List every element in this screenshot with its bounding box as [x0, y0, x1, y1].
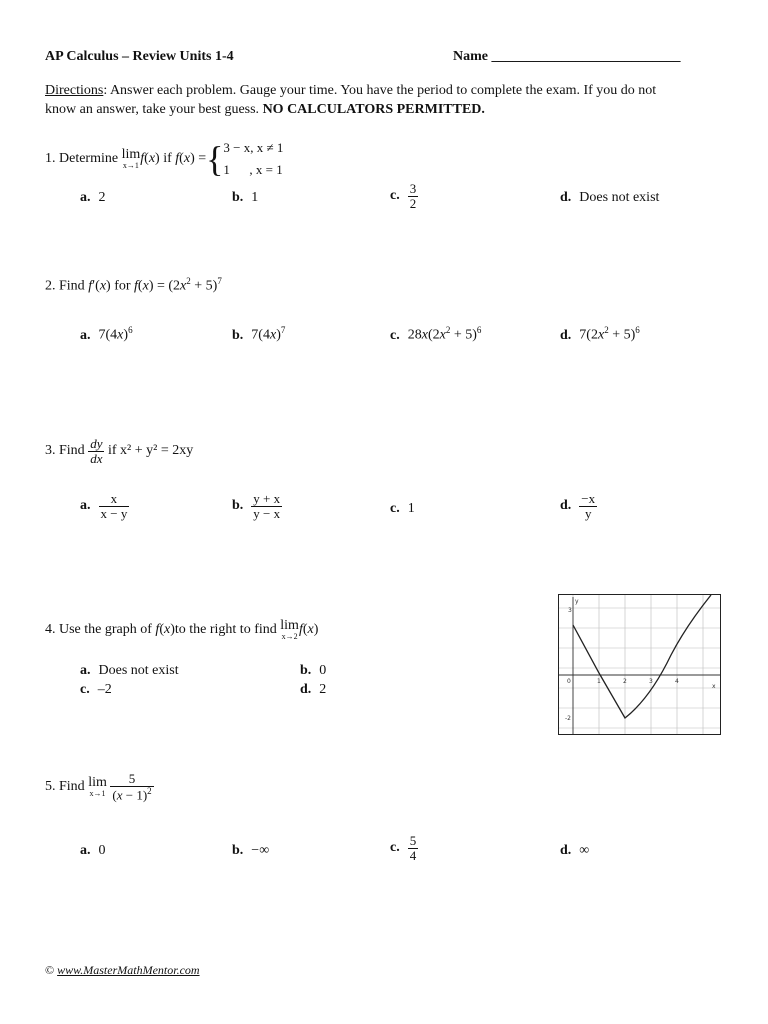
- question-3: [45, 437, 193, 465]
- svg-text:-2: -2: [565, 715, 571, 722]
- q5-fraction: $\frac{5}{(x - 1)^2}$: [112, 771, 152, 802]
- graph-canvas: [559, 595, 720, 734]
- q2-option-a[interactable]: a. $7(4x)^6$: [80, 325, 133, 343]
- q2-option-d[interactable]: d. $7(2x^2 + 5)^6$: [560, 325, 640, 343]
- exam-title: AP Calculus – Review Units 1-4: [45, 49, 234, 64]
- q3-prefix: 3. Find: [45, 443, 85, 459]
- q4-option-d[interactable]: d. 2: [300, 682, 327, 697]
- q1-option-d[interactable]: d. Does not exist: [560, 190, 660, 205]
- directions-label: Directions: [45, 83, 104, 98]
- directions-line-1: [45, 83, 656, 99]
- q5-limit: lim x→1: [88, 774, 107, 798]
- q4-mid: to the right to find: [174, 621, 277, 637]
- q4-option-a[interactable]: a. Does not exist: [80, 663, 179, 678]
- q2-option-b[interactable]: b. $7(4x)^7$: [232, 325, 286, 343]
- q5-prefix: 5. Find: [45, 778, 85, 794]
- q5-option-b[interactable]: b. −∞: [232, 843, 270, 858]
- svg-text:x: x: [712, 683, 716, 690]
- footer-credit: [45, 963, 200, 978]
- q3-option-b[interactable]: b. $\frac{y + x}{y - x}$: [232, 491, 281, 521]
- website-link[interactable]: www.MasterMathMentor.com: [57, 963, 200, 977]
- q3-derivative: $\frac{dy}{dx}$: [90, 436, 103, 466]
- q5-option-a[interactable]: a. 0: [80, 843, 106, 858]
- question-5: [45, 772, 154, 802]
- q2-for: for: [114, 278, 131, 294]
- svg-text:4: 4: [675, 678, 679, 685]
- copyright-symbol: ©: [45, 963, 55, 977]
- no-calculators-notice: NO CALCULATORS PERMITTED.: [262, 102, 485, 117]
- q4-option-c[interactable]: c. –2: [80, 682, 112, 697]
- q1-piecewise: 3 − x, x ≠ 1 1 , x = 1: [223, 140, 284, 178]
- q5-option-d[interactable]: d. ∞: [560, 843, 590, 858]
- q4-prefix: 4. Use the graph of: [45, 621, 152, 637]
- svg-text:3: 3: [568, 607, 572, 614]
- question-1: 1. Determine lim x→1 f(x) if f(x) ={ 3 − x, x ≠ 1 1 , x = 1: [45, 137, 283, 181]
- question-2: 2. Find f′(x) for $f(x) = (2x^2 + 5)^7$: [45, 276, 222, 294]
- question-4: 4. Use the graph of f(x)to the right to find lim x→2 f(x): [45, 618, 319, 641]
- name-field-label: Name ___________________________: [453, 49, 681, 64]
- directions-line-2: [45, 102, 485, 118]
- svg-text:2: 2: [623, 678, 627, 685]
- q4-limit: lim x→2: [280, 618, 299, 641]
- q3-if: if: [107, 443, 117, 459]
- q1-if: if: [163, 151, 172, 167]
- svg-text:0: 0: [567, 678, 571, 685]
- svg-text:y: y: [575, 598, 579, 605]
- q1-option-b[interactable]: b. 1: [232, 190, 259, 205]
- svg-text:3: 3: [649, 678, 653, 685]
- q1-prefix: 1. Determine: [45, 151, 119, 167]
- q3-equation: x² + y² = 2xy: [120, 443, 194, 459]
- q1-limit: lim x→1: [121, 147, 141, 170]
- q2-prefix: 2. Find: [45, 278, 85, 294]
- q3-option-d[interactable]: d. $\frac{-x}{y}$: [560, 491, 596, 521]
- directions-text-1: : Answer each problem. Gauge your time. You have the period to complete the exam. If you do not: [103, 83, 657, 98]
- q3-option-a[interactable]: a. $\frac{x}{x - y}$: [80, 491, 128, 521]
- q2-option-c[interactable]: c. $28x(2x^2 + 5)^6$: [390, 325, 482, 343]
- q1-option-a[interactable]: a. 2: [80, 190, 106, 205]
- directions-text-2: know an answer, take your best guess.: [45, 102, 260, 117]
- q4-option-b[interactable]: b. 0: [300, 663, 327, 678]
- function-curve: [573, 595, 711, 718]
- q1-option-c[interactable]: c. $\frac{3}{2}$: [390, 181, 417, 211]
- q5-option-c[interactable]: c. $\frac{5}{4}$: [390, 833, 417, 863]
- svg-text:1: 1: [597, 678, 601, 685]
- q4-function-graph: [558, 594, 721, 735]
- q3-option-c[interactable]: c. 1: [390, 501, 415, 516]
